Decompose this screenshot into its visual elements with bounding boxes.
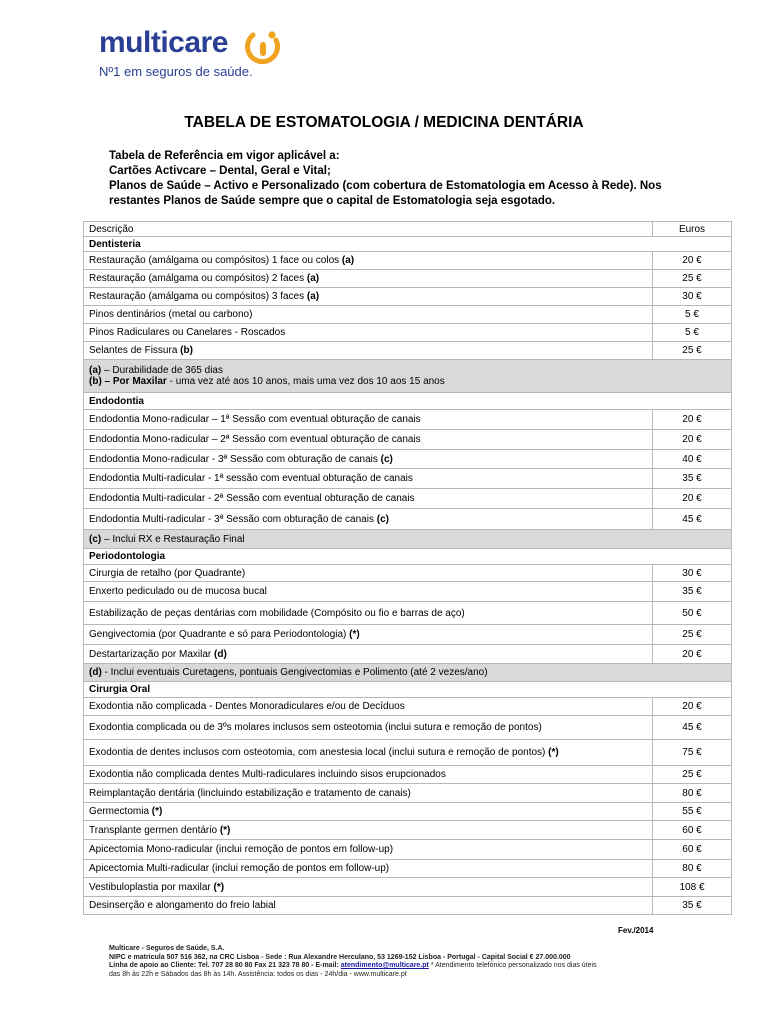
row-price: 60 €: [653, 840, 732, 860]
row-description: Exodontia de dentes inclusos com osteotomia, com anestesia local (inclui sutura e remoção de pontos) (*): [84, 740, 653, 766]
table-row: [84, 342, 732, 360]
brand-tagline: Nº1 em seguros de saúde.: [99, 64, 253, 79]
row-price: 20 €: [653, 645, 732, 664]
table-row: [84, 565, 732, 582]
section-header: [84, 393, 732, 410]
row-description: Restauração (amálgama ou compósitos) 2 faces (a): [84, 270, 653, 288]
table-row: [84, 625, 732, 645]
brand-mark-icon: [243, 27, 283, 67]
row-description: Estabilização de peças dentárias com mobilidade (Compósito ou fio e barras de aço): [84, 602, 653, 625]
row-price: 45 €: [653, 716, 732, 740]
note-label: (c): [89, 533, 102, 545]
price-table: [83, 221, 732, 915]
row-description: Endodontia Mono-radicular – 2ª Sessão com eventual obturação de canais: [84, 430, 653, 450]
row-price: 50 €: [653, 602, 732, 625]
row-note: (*): [210, 881, 225, 893]
column-header-price: Euros: [653, 222, 732, 237]
row-description: Selantes de Fissura (b): [84, 342, 653, 360]
row-price: 40 €: [653, 450, 732, 469]
table-row: [84, 450, 732, 469]
document-date: Fev./2014: [618, 926, 654, 935]
row-description: Pinos Radiculares ou Canelares - Roscados: [84, 324, 653, 342]
table-row: [84, 602, 732, 625]
row-price: 20 €: [653, 410, 732, 430]
footer-contact: [109, 962, 597, 971]
brand-name: multicare: [99, 26, 228, 59]
row-price: 80 €: [653, 784, 732, 803]
row-price: 20 €: [653, 489, 732, 509]
table-row: [84, 698, 732, 716]
section-title: Periodontologia: [84, 549, 732, 565]
row-description: Apicectomia Mono-radicular (inclui remoção de pontos em follow-up): [84, 840, 653, 860]
row-description: Exodontia não complicada dentes Multi-radiculares incluindo sisos erupcionados: [84, 766, 653, 784]
table-row: [84, 509, 732, 530]
table-row: [84, 252, 732, 270]
table-row: [84, 878, 732, 897]
row-price: 5 €: [653, 306, 732, 324]
row-price: 80 €: [653, 860, 732, 878]
row-description: Endodontia Multi-radicular - 3ª Sessão com obturação de canais (c): [84, 509, 653, 530]
row-description: Endodontia Mono-radicular - 3ª Sessão com obturação de canais (c): [84, 450, 653, 469]
row-note: (*): [217, 824, 231, 836]
row-description: Restauração (amálgama ou compósitos) 1 face ou colos (a): [84, 252, 653, 270]
table-row: [84, 270, 732, 288]
row-note: (*): [545, 747, 559, 758]
table-row: [84, 784, 732, 803]
table-row: [84, 821, 732, 840]
row-note: (a): [304, 291, 320, 302]
row-note: (*): [149, 806, 163, 817]
note-label: (b) – Por Maxilar: [89, 376, 167, 387]
row-price: 30 €: [653, 565, 732, 582]
row-price: 45 €: [653, 509, 732, 530]
row-price: 35 €: [653, 897, 732, 915]
row-price: 20 €: [653, 252, 732, 270]
row-description: Reimplantação dentária (lincluindo estabilização e tratamento de canais): [84, 784, 653, 803]
row-description: Pinos dentinários (metal ou carbono): [84, 306, 653, 324]
row-description: Gengivectomia (por Quadrante e só para Periodontologia) (*): [84, 625, 653, 645]
note-text: (a) – Durabilidade de 365 dias (b) – Por Maxilar - uma vez até aos 10 anos, mais uma vez dos 10 aos 15 anos: [84, 360, 732, 393]
note-row: [84, 360, 732, 393]
note-row: [84, 530, 732, 549]
footer-hours: das 8h às 22h e Sábados das 8h às 14h. Assistência: todos os dias - 24h/dia - www.multicare.pt: [109, 970, 407, 978]
row-description: Desinserção e alongamento do freio labial: [84, 897, 653, 915]
row-price: 30 €: [653, 288, 732, 306]
row-note: (c): [373, 513, 389, 525]
table-row: [84, 716, 732, 740]
note-row: [84, 664, 732, 682]
section-title: Dentisteria: [84, 237, 732, 252]
row-note: (a): [304, 273, 320, 284]
table-row: [84, 324, 732, 342]
row-description: Endodontia Mono-radicular – 1ª Sessão com eventual obturação de canais: [84, 410, 653, 430]
footer-company: Multicare - Seguros de Saúde, S.A.: [109, 945, 225, 952]
note-text: (d) - Inclui eventuais Curetagens, pontuais Gengivectomias e Polimento (até 2 vezes/ano): [84, 664, 732, 682]
page-title: TABELA DE ESTOMATOLOGIA / MEDICINA DENTÁRIA: [184, 114, 584, 131]
intro-line: Planos de Saúde – Activo e Personalizado (com cobertura de Estomatologia em Acesso à Rede). Nos: [109, 180, 662, 192]
row-price: 108 €: [653, 878, 732, 897]
table-row: [84, 469, 732, 489]
table-row: [84, 288, 732, 306]
section-title: Endodontia: [84, 393, 732, 410]
row-description: Vestibuloplastia por maxilar (*): [84, 878, 653, 897]
row-description: Enxerto pediculado ou de mucosa bucal: [84, 582, 653, 602]
section-header: [84, 237, 732, 252]
section-title: Cirurgia Oral: [84, 682, 732, 698]
row-price: 25 €: [653, 766, 732, 784]
table-row: [84, 840, 732, 860]
table-row: [84, 803, 732, 821]
note-label: (a): [89, 365, 102, 376]
table-row: [84, 430, 732, 450]
intro-line: Cartões Activcare – Dental, Geral e Vital;: [109, 165, 331, 177]
row-price: 25 €: [653, 270, 732, 288]
brand-logo: [99, 28, 228, 58]
table-row: [84, 306, 732, 324]
table-row: [84, 582, 732, 602]
row-description: Germectomia (*): [84, 803, 653, 821]
table-row: [84, 897, 732, 915]
footer-registration: NIPC e matrícula 507 516 362, na CRC Lisboa - Sede : Rua Alexandre Herculano, 53 1269-152 Lisboa - Portugal - Capital Social € 27.000.000: [109, 953, 571, 961]
row-description: Endodontia Multi-radicular - 1ª sessão com eventual obturação de canais: [84, 469, 653, 489]
footer: [109, 945, 597, 979]
row-description: Transplante germen dentário (*): [84, 821, 653, 840]
table-header: [84, 222, 732, 237]
row-description: Apicectomia Multi-radicular (inclui remoção de pontos em follow-up): [84, 860, 653, 878]
row-note: (a): [339, 255, 355, 266]
row-price: 55 €: [653, 803, 732, 821]
row-description: Cirurgia de retalho (por Quadrante): [84, 565, 653, 582]
table-row: [84, 645, 732, 664]
column-header-description: Descrição: [84, 222, 653, 237]
row-description: Destartarização por Maxilar (d): [84, 645, 653, 664]
section-header: [84, 682, 732, 698]
row-description: Endodontia Multi-radicular - 2ª Sessão com eventual obturação de canais: [84, 489, 653, 509]
row-price: 25 €: [653, 625, 732, 645]
row-description: Exodontia não complicada - Dentes Monoradiculares e/ou de Decíduos: [84, 698, 653, 716]
note-text: (c) – Inclui RX e Restauração Final: [84, 530, 732, 549]
row-price: 25 €: [653, 342, 732, 360]
intro-line: Tabela de Referência em vigor aplicável a:: [109, 150, 340, 162]
row-description: Exodontia complicada ou de 3ºs molares inclusos sem osteotomia (inclui sutura e remoção de pontos): [84, 716, 653, 740]
table-row: [84, 410, 732, 430]
intro-line: restantes Planos de Saúde sempre que o capital de Estomatologia seja esgotado.: [109, 195, 556, 207]
section-header: [84, 549, 732, 565]
footer-email-link[interactable]: atendimento@multicare.pt: [340, 962, 429, 969]
row-note: (d): [211, 648, 227, 660]
intro-text: [109, 149, 669, 209]
table-row: [84, 766, 732, 784]
row-description: Restauração (amálgama ou compósitos) 3 faces (a): [84, 288, 653, 306]
table-row: [84, 860, 732, 878]
row-note: (*): [346, 629, 360, 640]
row-price: 75 €: [653, 740, 732, 766]
row-note: (b): [177, 345, 193, 356]
table-row: [84, 740, 732, 766]
row-price: 20 €: [653, 698, 732, 716]
table-row: [84, 489, 732, 509]
footer-contact-note: * Atendimento telefónico personalizado nos dias úteis: [428, 962, 597, 969]
row-price: 35 €: [653, 469, 732, 489]
note-label: (d): [89, 667, 102, 678]
row-price: 35 €: [653, 582, 732, 602]
row-price: 5 €: [653, 324, 732, 342]
row-price: 20 €: [653, 430, 732, 450]
row-note: (c): [377, 453, 393, 465]
row-price: 60 €: [653, 821, 732, 840]
footer-contact-text: Linha de apoio ao Cliente: Tel. 707 28 80 80 Fax 21 323 78 80 - E-mail:: [109, 962, 341, 969]
